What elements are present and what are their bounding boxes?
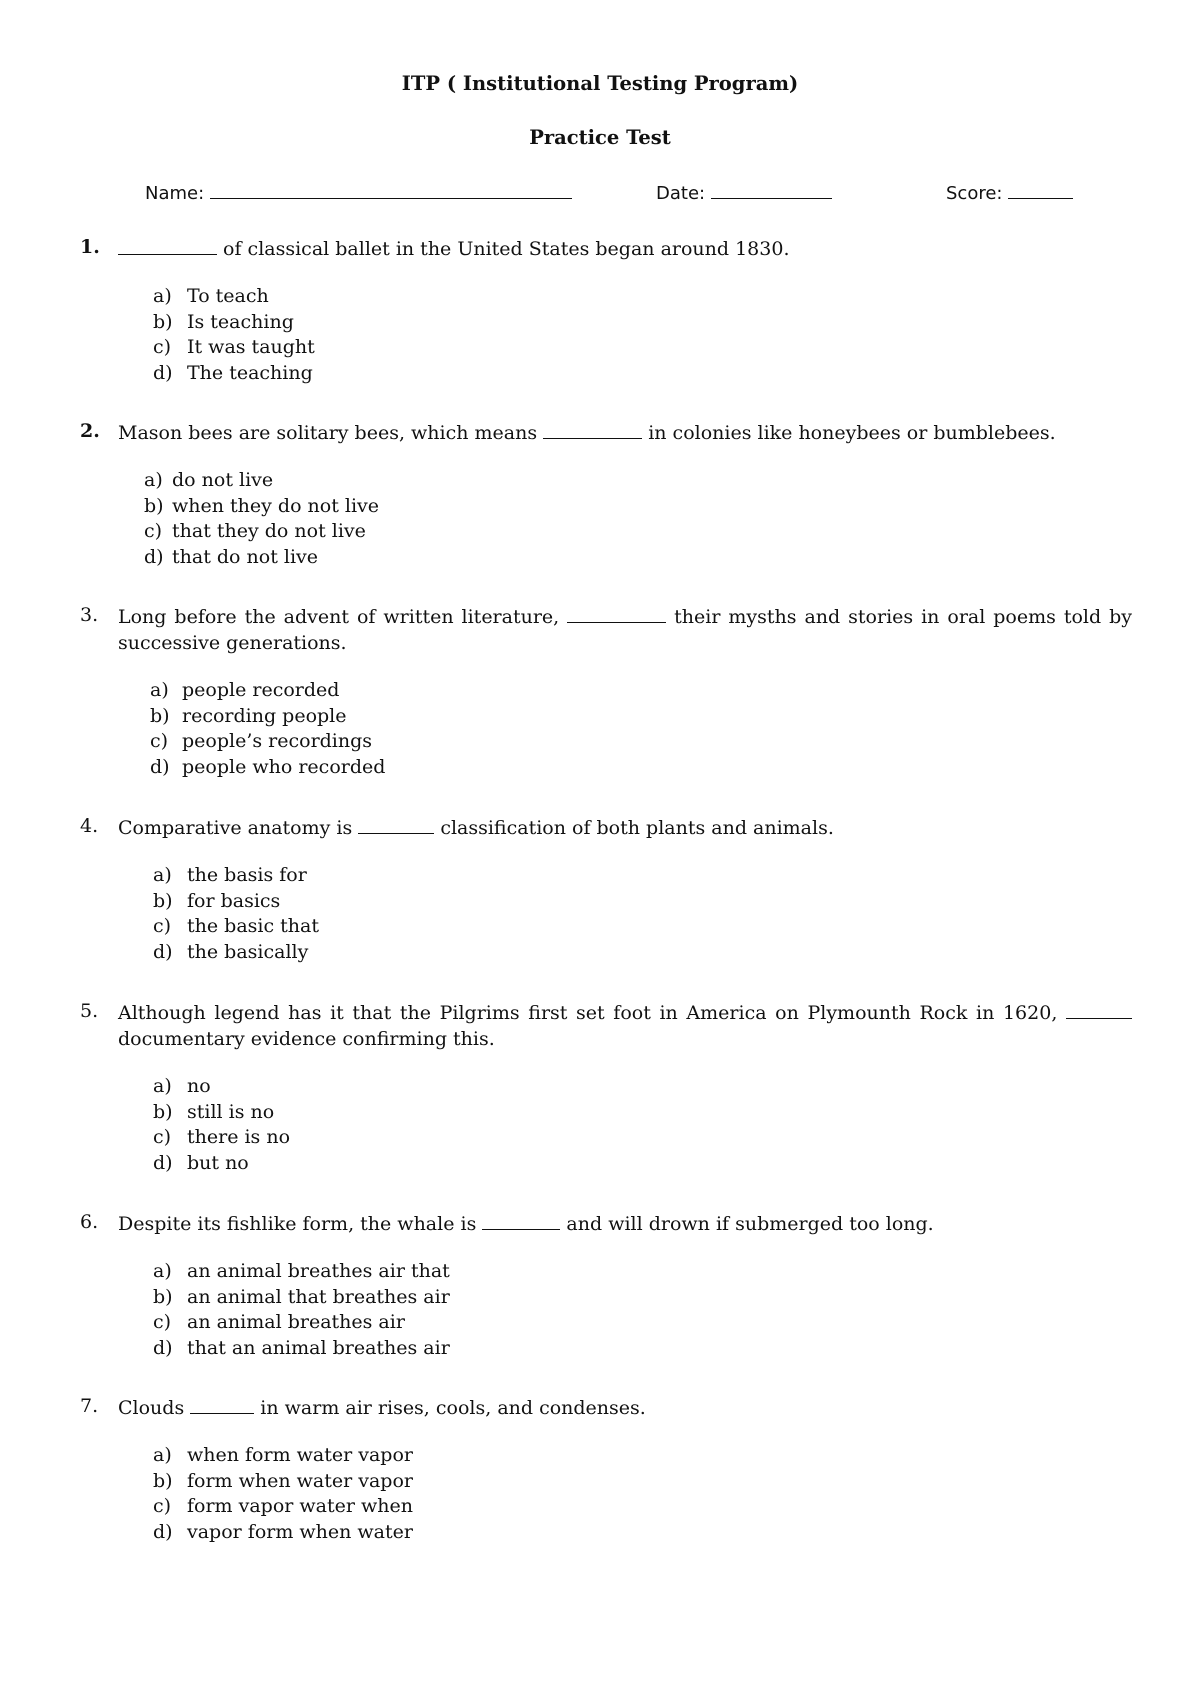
question-text-before: Clouds [118, 1397, 185, 1419]
option-c[interactable]: c) there is no [153, 1126, 291, 1149]
option-d[interactable]: d) but no [153, 1152, 249, 1175]
document-title: ITP ( Institutional Testing Program) [401, 72, 799, 95]
question-3 [80, 604, 1132, 781]
question-text-before: Long before the advent of written literature, [118, 606, 560, 628]
option-list [153, 863, 1132, 966]
option-d[interactable]: d) The teaching [153, 362, 313, 385]
option-d[interactable]: d) that an animal breathes air [153, 1337, 450, 1360]
option-list [150, 678, 1132, 781]
question-text [118, 1211, 1132, 1237]
question-text-before: Although legend has it that the Pilgrims first set foot in America on Plymounth Rock in 1620, [118, 1002, 1058, 1024]
option-d[interactable]: d) that do not live [144, 546, 318, 569]
option-a[interactable]: a) people recorded [150, 679, 340, 701]
option-a[interactable]: a) To teach [153, 285, 269, 307]
question-5 [80, 1000, 1132, 1177]
question-text-after: and will drown if submerged too long. [566, 1213, 934, 1235]
question-number: 1. [80, 236, 100, 258]
question-text [118, 1395, 1132, 1421]
question-text [118, 236, 1132, 262]
option-d[interactable]: d) vapor form when water [153, 1521, 413, 1544]
option-d[interactable]: d) people who recorded [150, 756, 386, 779]
option-a[interactable]: a) do not live [144, 469, 274, 491]
question-text [118, 420, 1132, 446]
question-text-before: Despite its fishlike form, the whale is [118, 1213, 477, 1235]
option-b[interactable]: b) when they do not live [144, 494, 380, 517]
question-1 [80, 236, 1132, 387]
option-a[interactable]: a) no [153, 1075, 211, 1097]
option-c[interactable]: c) that they do not live [144, 520, 366, 543]
date-blank[interactable] [711, 180, 832, 199]
question-text-after: in warm air rises, cools, and condenses. [260, 1397, 646, 1419]
option-b[interactable]: b) Is teaching [153, 310, 294, 333]
question-text-after: in colonies like honeybees or bumblebees. [648, 422, 1056, 444]
question-text-before: Mason bees are solitary bees, which means [118, 422, 538, 444]
name-blank[interactable] [210, 180, 572, 199]
answer-blank [118, 238, 217, 255]
option-list [144, 468, 1132, 571]
name-label: Name: [145, 183, 205, 204]
question-text-after: documentary evidence confirming this. [118, 1028, 495, 1050]
option-c[interactable]: c) form vapor water when [153, 1495, 413, 1518]
option-b[interactable]: b) an animal that breathes air [153, 1285, 450, 1308]
date-label: Date: [656, 183, 706, 204]
answer-blank [543, 422, 642, 439]
question-6 [80, 1211, 1132, 1362]
question-number: 5. [80, 1000, 99, 1022]
document-subtitle: Practice Test [529, 126, 671, 149]
option-c[interactable]: c) It was taught [153, 336, 315, 359]
option-d[interactable]: d) the basically [153, 941, 309, 964]
option-b[interactable]: b) form when water vapor [153, 1469, 413, 1492]
option-list [153, 1443, 1132, 1546]
date-field [656, 180, 832, 204]
question-text [118, 1000, 1132, 1052]
option-list [153, 1074, 1132, 1177]
question-number: 3. [80, 604, 99, 626]
question-number: 7. [80, 1395, 99, 1417]
answer-blank [567, 606, 666, 623]
question-2 [80, 420, 1132, 571]
question-text-after: of classical ballet in the United States began around 1830. [223, 238, 790, 260]
question-number: 6. [80, 1211, 99, 1233]
option-c[interactable]: c) the basic that [153, 915, 319, 938]
question-text-after: their mysths and stories in oral poems told by successive generations. [118, 606, 1133, 654]
question-4 [80, 815, 1132, 966]
answer-blank [358, 817, 434, 834]
option-c[interactable]: c) people’s recordings [150, 730, 373, 753]
option-b[interactable]: b) still is no [153, 1100, 275, 1123]
question-text [118, 604, 1132, 656]
question-text [118, 815, 1132, 841]
option-a[interactable]: a) when form water vapor [153, 1444, 413, 1466]
answer-blank [482, 1213, 560, 1230]
option-b[interactable]: b) for basics [153, 889, 281, 912]
option-b[interactable]: b) recording people [150, 704, 347, 727]
option-a[interactable]: a) the basis for [153, 864, 307, 886]
option-list [153, 284, 1132, 387]
question-number: 4. [80, 815, 99, 837]
answer-blank [1066, 1002, 1132, 1019]
question-text-before: Comparative anatomy is [118, 817, 353, 839]
question-number: 2. [80, 420, 100, 442]
option-c[interactable]: c) an animal breathes air [153, 1311, 405, 1334]
option-a[interactable]: a) an animal breathes air that [153, 1260, 450, 1282]
option-list [153, 1259, 1132, 1362]
question-text-after: classification of both plants and animals. [440, 817, 834, 839]
answer-blank [190, 1397, 254, 1414]
name-field [145, 180, 572, 204]
question-7 [80, 1395, 1132, 1546]
score-label: Score: [946, 183, 1003, 204]
score-field [946, 180, 1073, 204]
score-blank[interactable] [1008, 180, 1073, 199]
